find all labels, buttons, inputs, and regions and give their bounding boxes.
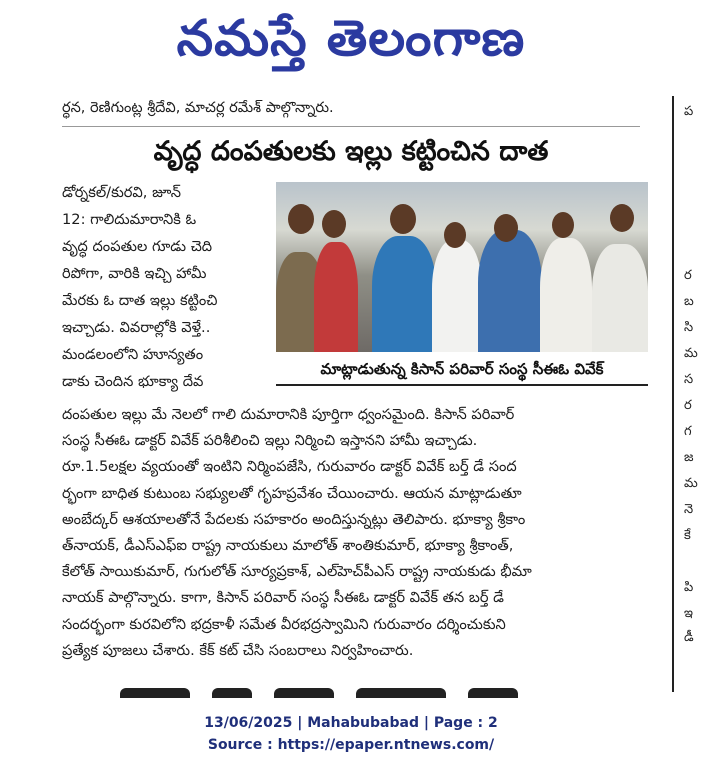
column-divider [672,96,674,692]
article-text-line: అంబేద్కర్ ఆశయాలతోనే పేదలకు సహకారం అందిస్తున్నట్లు తెలిపారు. భూక్యా శ్రీకాం [62,510,526,528]
article-text-line: త్‌నాయక్, డీఎస్ఎఫ్ఐ రాష్ట్ర నాయకులు మాలోత్ శాంతికుమార్, భూక్యా శ్రీకాంత్, [62,537,514,555]
adjacent-text: పి [684,580,694,595]
adjacent-text: ర [684,398,692,413]
adjacent-text: స [684,372,694,387]
adjacent-text: జ [684,450,694,465]
adjacent-text: బ [684,294,694,309]
article-text-line: సందర్భంగా కురవిలోని భద్రకాళీ సమేత వీరభద్రస్వామిని గురువారం దర్శించుకుని [62,615,506,633]
article-text-line: ర్భంగా బాధిత కుటుంబ సభ్యులతో గృహప్రవేశం చేయించారు. ఆయన మాట్లాడుతూ [62,484,522,502]
article-text-line: ఇచ్చాడు. వివరాల్లోకి వెళ్తే.. [62,319,211,336]
adjacent-text: కే [684,528,691,543]
article-text-line: మండలంలోని హూన్యతం [62,346,204,363]
adjacent-text: ఇ [684,606,693,621]
section-divider [62,126,640,127]
article-text-line: డాకు చెందిన భూక్యా దేవ [62,373,204,390]
article-headline: వృద్ధ దంపతులకు ఇల్లు కట్టించిన దాత [153,136,549,167]
previous-article-fragment: ర్ధన, రెణిగుంట్ల శ్రీదేవి, మాచర్ల రమేశ్ పాల్గొన్నారు. [62,100,334,116]
source-link[interactable]: Source : https://epaper.ntnews.com/ [207,737,495,753]
page-footer [0,712,702,756]
article-text-line: కేలోత్ సాయికుమార్, గుగులోత్ సూర్యప్రకాశ్, ఎల్‌హెచ్‌పీఎస్ రాష్ట్ర నాయకుడు భీమా [62,563,532,581]
adjacent-text: సి [684,320,694,335]
article-body [62,402,640,664]
cropped-next-headline [120,684,600,698]
adjacent-text: గ [684,424,692,439]
article-text-line: మేరకు ఓ దాత ఇల్లు కట్టించి [62,292,218,309]
adjacent-column [672,0,702,680]
article-text-line: డోర్నకల్/కురవి, జూన్ [62,184,181,201]
article-text-line: దంపతుల ఇల్లు మే నెలలో గాలి దుమారానికి పూర్తిగా ధ్వంసమైంది. కిసాన్ పరివార్ [62,406,515,423]
article-text-line: రూ.1.5లక్షల వ్యయంతో ఇంటిని నిర్మింపజేసి, గురువారం డాక్టర్ వివేక్ బర్త్ డే సంద [62,458,517,476]
article-text-line: ప్రత్యేక పూజలు చేశారు. కేక్ కట్ చేసి సంబరాలు నిర్వహించారు. [62,641,414,659]
adjacent-text: నె [684,502,694,517]
article-text-line: నాయక్ పాల్గొన్నారు. కాగా, కిసాన్ పరివార్ సంస్థ సీఈఓ డాక్టర్ వివేక్ తన బర్త్ డే [62,589,504,607]
article-text-line: రిపోగా, వారికి ఇచ్చి హామీ [62,265,207,282]
adjacent-text: మ [684,476,698,491]
newspaper-masthead [0,0,702,86]
article-text-line: 12: గాలిదుమారానికి ఓ [62,211,197,228]
adjacent-text: ప [684,104,694,119]
adjacent-text: డీ [684,630,694,645]
article-photo [276,182,648,352]
article-text-line: వృద్ధ దంపతుల గూడు చెది [62,238,213,255]
article-text-line: సంస్థ సీఈఓ డాక్టర్ వివేక్ పరిశీలించి ఇల్లు నిర్మించి ఇస్తానని హామీ ఇచ్చాడు. [62,432,478,450]
adjacent-text: ర [684,268,692,283]
photo-caption: మాట్లాడుతున్న కిసాన్ పరివార్ సంస్థ సీఈఓ వివేక్ [276,354,648,386]
masthead-title: నమస్తే తెలంగాణ [176,10,526,68]
edition-info: 13/06/2025 | Mahabubabad | Page : 2 [204,715,498,731]
adjacent-text: మ [684,346,698,361]
